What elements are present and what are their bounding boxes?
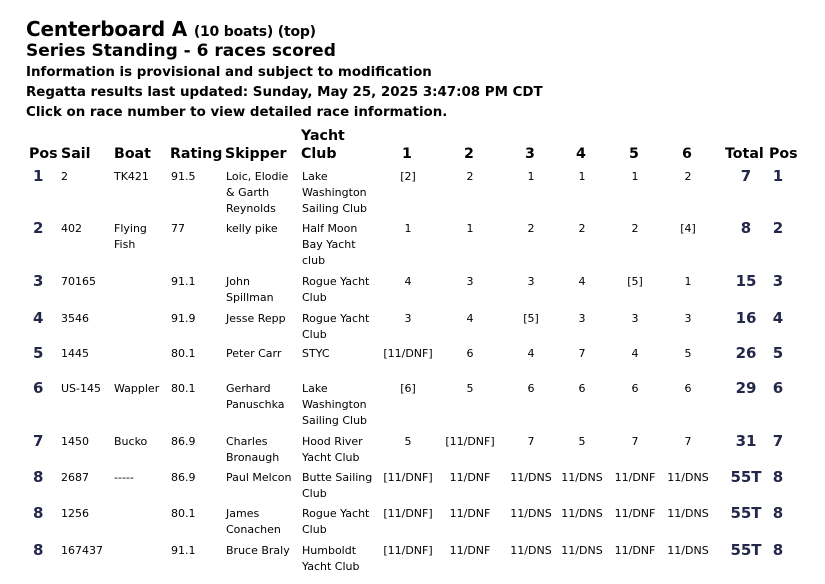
instruction-text: Click on race number to view detailed race information. (26, 105, 448, 120)
cell-skipper: Loic, Elodie & Garth Reynolds (226, 170, 289, 216)
cell-pos: 2 (33, 219, 44, 237)
col-race-3[interactable]: 3 (525, 146, 535, 162)
cell-club: Rogue Yacht Club (302, 275, 370, 305)
cell-club: Hood River Yacht Club (302, 435, 363, 465)
cell-total: 8 (740, 219, 752, 237)
col-race-5[interactable]: 5 (629, 146, 639, 162)
cell-pos: 5 (33, 344, 44, 362)
page-subtitle: Series Standing - 6 races scored (26, 41, 336, 61)
last-updated: Regatta results last updated: Sunday, May 25, 2025 3:47:08 PM CDT (26, 85, 543, 100)
cell-boat: Wappler (114, 382, 160, 395)
cell-skipper: James Conachen (226, 507, 281, 537)
cell-club: Rogue Yacht Club (302, 507, 370, 537)
cell-boat: Flying Fish (114, 222, 147, 252)
cell-rating: 91.1 (171, 275, 196, 288)
cell-race-5: 11/DNF (614, 544, 656, 557)
cell-total: 31 (735, 432, 757, 450)
cell-race-2: 11/DNF (449, 544, 491, 557)
cell-race-6: 5 (684, 347, 692, 360)
cell-club: STYC (302, 347, 330, 360)
cell-race-1: [11/DNF] (383, 347, 433, 360)
cell-final-pos: 4 (772, 309, 784, 327)
cell-race-1: [2] (400, 170, 416, 183)
cell-rating: 86.9 (171, 435, 196, 448)
division-note: (10 boats) (top) (193, 24, 316, 40)
cell-race-2: 1 (466, 222, 474, 235)
cell-race-4: 6 (578, 382, 586, 395)
cell-rating: 91.5 (171, 170, 196, 183)
cell-rating: 91.1 (171, 544, 196, 557)
cell-race-3: 11/DNS (510, 544, 552, 557)
col-club-line2: Club (301, 146, 337, 162)
col-race-6[interactable]: 6 (682, 146, 692, 162)
cell-final-pos: 8 (772, 468, 784, 486)
cell-sail: US-145 (61, 382, 101, 395)
cell-race-6: 1 (684, 275, 692, 288)
cell-race-3: 2 (527, 222, 535, 235)
cell-race-1: [11/DNF] (383, 544, 433, 557)
cell-total: 55T (730, 541, 762, 559)
cell-boat: TK421 (114, 170, 149, 183)
cell-race-5: [5] (627, 275, 643, 288)
cell-race-6: 2 (684, 170, 692, 183)
cell-skipper: John Spillman (226, 275, 274, 305)
cell-race-3: [5] (523, 312, 539, 325)
cell-race-4: 3 (578, 312, 586, 325)
cell-rating: 91.9 (171, 312, 196, 325)
cell-skipper: kelly pike (226, 222, 278, 235)
cell-race-1: 4 (404, 275, 412, 288)
cell-race-2: 11/DNF (449, 507, 491, 520)
cell-boat: Bucko (114, 435, 148, 448)
cell-skipper: Jesse Repp (226, 312, 286, 325)
cell-race-3: 6 (527, 382, 535, 395)
cell-race-4: 11/DNS (561, 507, 603, 520)
cell-race-4: 2 (578, 222, 586, 235)
cell-total: 7 (740, 167, 752, 185)
col-club-line1: Yacht (301, 128, 345, 144)
cell-sail: 167437 (61, 544, 103, 557)
cell-race-1: 5 (404, 435, 412, 448)
division-title: Centerboard A (26, 17, 188, 41)
cell-race-4: 1 (578, 170, 586, 183)
cell-race-6: 3 (684, 312, 692, 325)
cell-race-6: 7 (684, 435, 692, 448)
cell-race-1: 1 (404, 222, 412, 235)
col-final-pos: Pos (769, 146, 798, 162)
cell-race-3: 7 (527, 435, 535, 448)
cell-final-pos: 6 (772, 379, 784, 397)
cell-race-2: 3 (466, 275, 474, 288)
cell-race-4: 5 (578, 435, 586, 448)
provisional-notice: Information is provisional and subject to modification (26, 65, 432, 80)
cell-race-5: 11/DNF (614, 507, 656, 520)
col-skipper: Skipper (225, 146, 287, 162)
cell-race-5: 3 (631, 312, 639, 325)
cell-race-6: 11/DNS (667, 544, 709, 557)
cell-race-2: [11/DNF] (445, 435, 495, 448)
cell-race-5: 7 (631, 435, 639, 448)
cell-club: Lake Washington Sailing Club (302, 382, 368, 428)
col-pos: Pos (29, 146, 58, 162)
cell-club: Humboldt Yacht Club (302, 544, 360, 574)
cell-final-pos: 1 (772, 167, 784, 185)
cell-race-4: 11/DNS (561, 471, 603, 484)
cell-race-1: 3 (404, 312, 412, 325)
cell-race-3: 3 (527, 275, 535, 288)
cell-race-6: [4] (680, 222, 696, 235)
cell-race-6: 11/DNS (667, 507, 709, 520)
cell-club: Half Moon Bay Yacht club (302, 222, 358, 268)
cell-rating: 86.9 (171, 471, 196, 484)
cell-skipper: Paul Melcon (226, 471, 292, 484)
cell-club: Butte Sailing Club (302, 471, 373, 501)
cell-total: 16 (735, 309, 757, 327)
cell-race-3: 11/DNS (510, 471, 552, 484)
cell-pos: 3 (33, 272, 44, 290)
cell-skipper: Gerhard Panuschka (226, 382, 285, 412)
cell-pos: 8 (33, 468, 44, 486)
cell-skipper: Charles Bronaugh (226, 435, 280, 465)
cell-race-6: 6 (684, 382, 692, 395)
cell-race-4: 7 (578, 347, 586, 360)
cell-sail: 1450 (61, 435, 89, 448)
cell-pos: 6 (33, 379, 44, 397)
cell-boat: ----- (114, 471, 134, 484)
cell-race-2: 11/DNF (449, 471, 491, 484)
cell-total: 55T (730, 468, 762, 486)
cell-final-pos: 2 (772, 219, 784, 237)
cell-race-5: 1 (631, 170, 639, 183)
cell-race-1: [11/DNF] (383, 507, 433, 520)
cell-club: Rogue Yacht Club (302, 312, 370, 342)
cell-rating: 80.1 (171, 347, 196, 360)
cell-total: 26 (735, 344, 757, 362)
cell-final-pos: 3 (772, 272, 784, 290)
cell-pos: 7 (33, 432, 44, 450)
cell-rating: 80.1 (171, 507, 196, 520)
cell-race-1: [6] (400, 382, 416, 395)
cell-sail: 70165 (61, 275, 96, 288)
cell-sail: 2 (61, 170, 68, 183)
col-race-4[interactable]: 4 (576, 146, 586, 162)
cell-sail: 2687 (61, 471, 89, 484)
col-total: Total (725, 146, 764, 162)
cell-race-5: 4 (631, 347, 639, 360)
cell-pos: 4 (33, 309, 44, 327)
cell-race-4: 4 (578, 275, 586, 288)
cell-sail: 1445 (61, 347, 89, 360)
col-rating: Rating (170, 146, 223, 162)
cell-pos: 8 (33, 541, 44, 559)
cell-race-5: 11/DNF (614, 471, 656, 484)
cell-final-pos: 8 (772, 541, 784, 559)
cell-total: 15 (735, 272, 757, 290)
cell-sail: 1256 (61, 507, 89, 520)
cell-rating: 77 (171, 222, 185, 235)
cell-skipper: Bruce Braly (226, 544, 290, 557)
cell-rating: 80.1 (171, 382, 196, 395)
cell-race-2: 2 (466, 170, 474, 183)
cell-race-6: 11/DNS (667, 471, 709, 484)
cell-pos: 8 (33, 504, 44, 522)
cell-race-1: [11/DNF] (383, 471, 433, 484)
cell-race-3: 11/DNS (510, 507, 552, 520)
col-race-2[interactable]: 2 (464, 146, 474, 162)
col-race-1[interactable]: 1 (402, 146, 412, 162)
col-sail: Sail (61, 146, 91, 162)
cell-total: 55T (730, 504, 762, 522)
cell-skipper: Peter Carr (226, 347, 282, 360)
cell-race-2: 6 (466, 347, 474, 360)
cell-race-2: 5 (466, 382, 474, 395)
cell-sail: 402 (61, 222, 82, 235)
cell-race-2: 4 (466, 312, 474, 325)
cell-club: Lake Washington Sailing Club (302, 170, 368, 216)
cell-total: 29 (735, 379, 757, 397)
cell-final-pos: 5 (772, 344, 784, 362)
cell-race-5: 6 (631, 382, 639, 395)
cell-pos: 1 (33, 167, 44, 185)
cell-final-pos: 7 (772, 432, 784, 450)
cell-race-3: 1 (527, 170, 535, 183)
page-title (26, 17, 316, 41)
cell-sail: 3546 (61, 312, 89, 325)
cell-final-pos: 8 (772, 504, 784, 522)
col-boat: Boat (114, 146, 151, 162)
cell-race-3: 4 (527, 347, 535, 360)
cell-race-5: 2 (631, 222, 639, 235)
cell-race-4: 11/DNS (561, 544, 603, 557)
